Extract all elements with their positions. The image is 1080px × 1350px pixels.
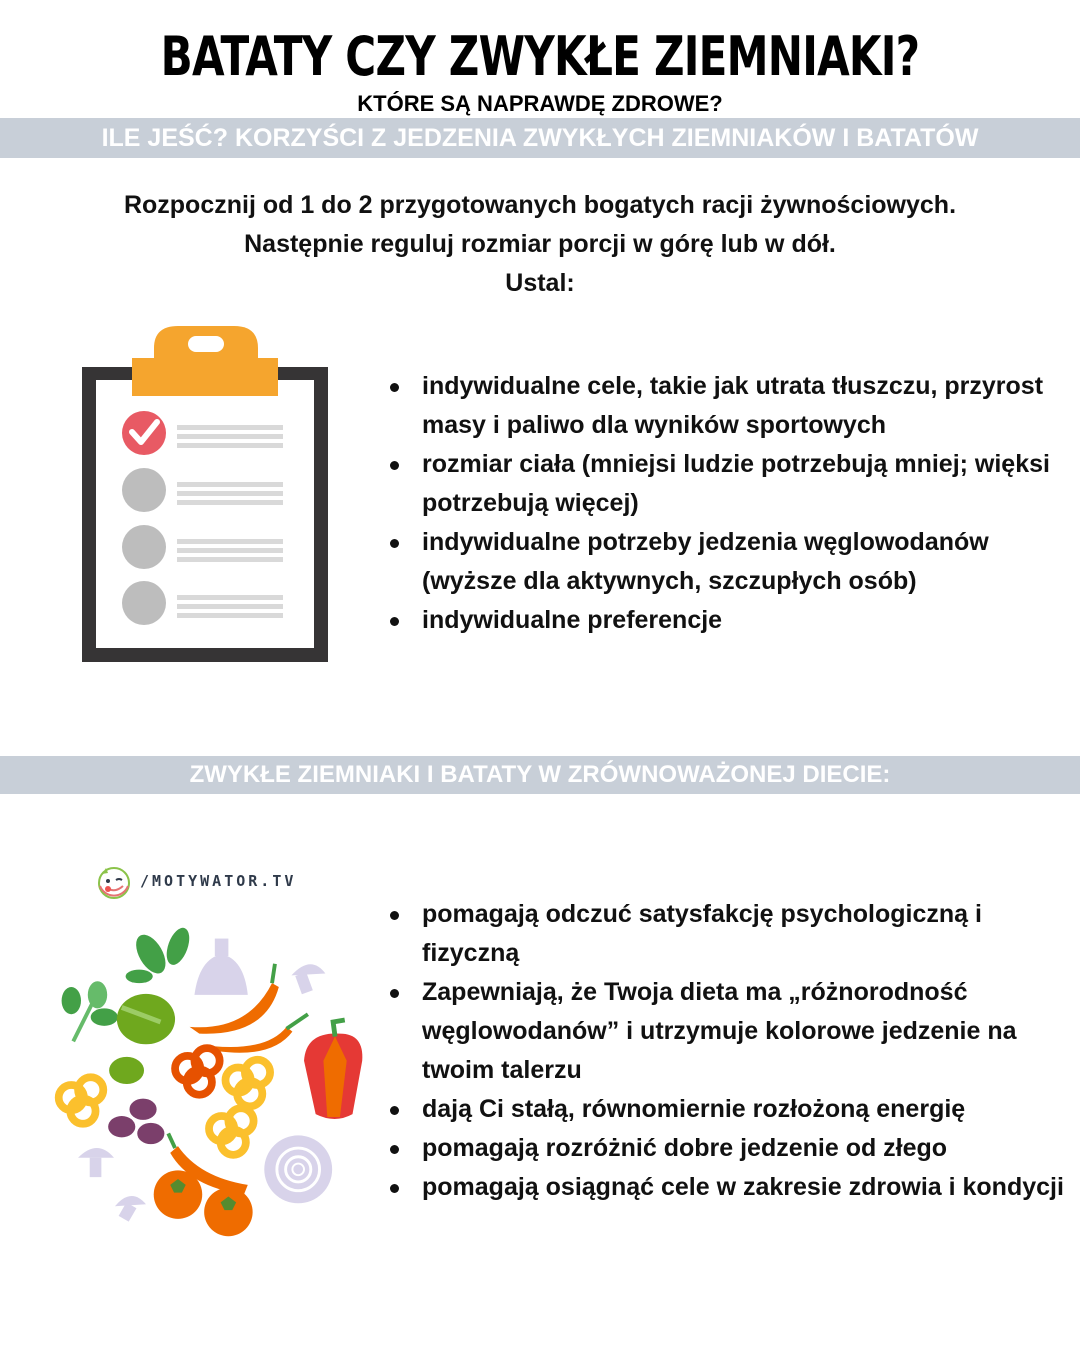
list-item: indywidualne preferencje	[382, 601, 1072, 640]
vegetables-icon	[44, 925, 374, 1250]
factors-list	[382, 367, 1072, 640]
intro-line-2: Następnie reguluj rozmiar porcji w górę lub w dół.	[244, 230, 836, 258]
list-item: indywidualne potrzeby jedzenia węglowodanów (wyższe dla aktywnych, szczupłych osób)	[382, 523, 1072, 601]
section-band-balanced-diet: ZWYKŁE ZIEMNIAKI I BATATY W ZRÓWNOWAŻONEJ DIECIE:	[0, 756, 1080, 794]
page-subtitle: KTÓRE SĄ NAPRAWDĘ ZDROWE?	[357, 91, 723, 116]
clipboard-checklist-icon	[80, 322, 330, 669]
list-item: Zapewniają, że Twoja dieta ma „różnorodność węglowodanów” i utrzymuje kolorowe jedzenie na twoim talerzu	[382, 973, 1072, 1090]
list-item: pomagają osiągnąć cele w zakresie zdrowia i kondycji	[382, 1168, 1072, 1207]
logo-text: /MOTYWATOR.TV	[140, 872, 297, 890]
benefits-list	[382, 895, 1072, 1207]
list-item: indywidualne cele, takie jak utrata tłuszczu, przyrost masy i paliwo dla wyników sportowych	[382, 367, 1072, 445]
list-item: pomagają rozróżnić dobre jedzenie od złego	[382, 1129, 1072, 1168]
section-band-how-much: ILE JEŚĆ? KORZYŚCI Z JEDZENIA ZWYKŁYCH ZIEMNIAKÓW I BATATÓW	[0, 118, 1080, 158]
motywator-logo	[94, 862, 296, 900]
list-item: pomagają odczuć satysfakcję psychologiczną i fizyczną	[382, 895, 1072, 973]
intro-line-1: Rozpocznij od 1 do 2 przygotowanych bogatych racji żywnościowych.	[123, 191, 957, 219]
intro-text	[0, 186, 1080, 303]
page-title: BATATY CZY ZWYKŁE ZIEMNIAKI?	[160, 25, 920, 88]
intro-line-3: Ustal:	[505, 269, 575, 297]
list-item: rozmiar ciała (mniejsi ludzie potrzebują mniej; więksi potrzebują więcej)	[382, 445, 1072, 523]
list-item: dają Ci stałą, równomiernie rozłożoną energię	[382, 1090, 1072, 1129]
smiley-face-icon	[94, 862, 134, 900]
